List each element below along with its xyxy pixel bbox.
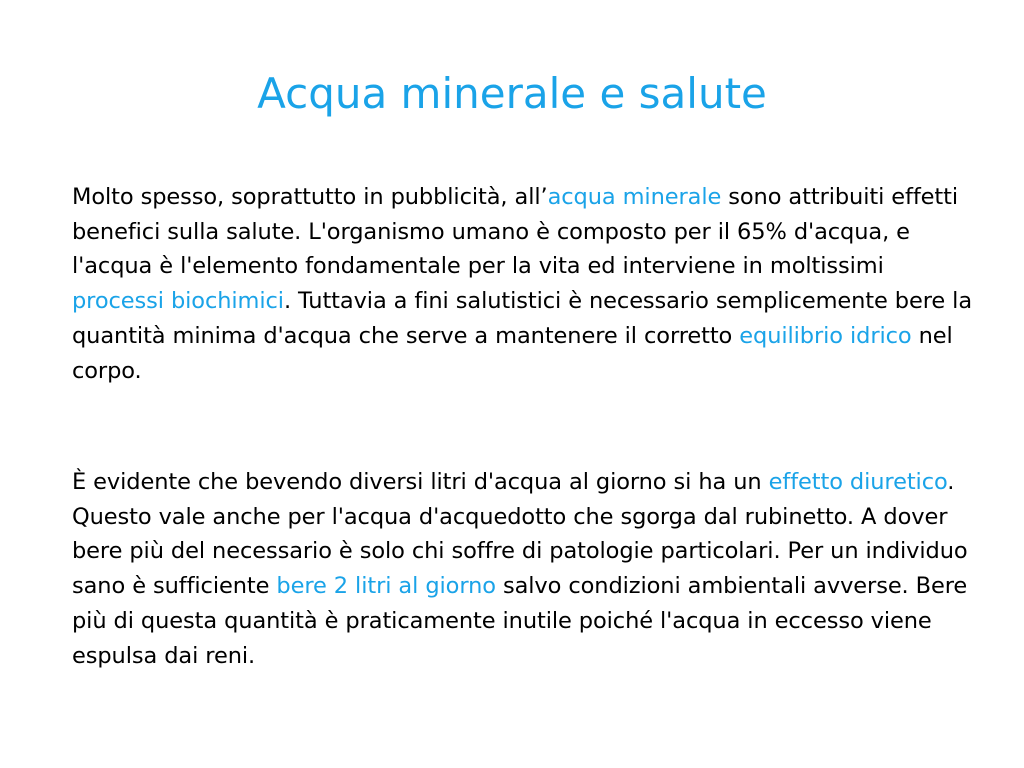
paragraph-1-text-3: . Tuttavia a fini salutistici è necessario semplicemente bere la quantità minima d'acqua che serve a mantenere il corretto — [72, 288, 973, 349]
link-bere-2-litri[interactable]: bere 2 litri al giorno — [276, 573, 496, 600]
link-equilibrio-idrico[interactable]: equilibrio idrico — [739, 322, 912, 349]
link-effetto-diuretico[interactable]: effetto diuretico — [768, 469, 948, 495]
paragraph-2-text-3: salvo condizioni ambientali avverse. Bere più di questa quantità è praticamente inutile poiché l'acqua in eccesso viene espulsa dai reni. — [72, 573, 968, 669]
link-acqua-minerale[interactable]: acqua minerale — [547, 184, 722, 210]
slide-title: Acqua minerale e salute — [257, 69, 767, 118]
paragraph-2-text-1: È evidente che bevendo diversi litri d'acqua al giorno si ha un — [72, 469, 769, 495]
paragraph-1-text-1: Molto spesso, soprattutto in pubblicità, all’ — [72, 184, 548, 210]
paragraph-1 — [72, 180, 977, 388]
paragraph-1-text-4: nel corpo. — [72, 322, 953, 384]
paragraph-2-text-2: . Questo vale anche per l'acqua d'acquedotto che sgorga dal rubinetto. A dover bere più del necessario è solo chi soffre di patologie particolari. Per un individuo sano è sufficiente — [72, 469, 968, 600]
link-processi-biochimici[interactable]: processi biochimici — [72, 288, 284, 315]
paragraph-1-text-2: sono attribuiti effetti benefici sulla salute. L'organismo umano è composto per il 65% d'acqua, e l'acqua è l'elemento fondamentale per la vita ed interviene in moltissimi — [72, 184, 959, 280]
paragraph-2 — [72, 465, 977, 673]
